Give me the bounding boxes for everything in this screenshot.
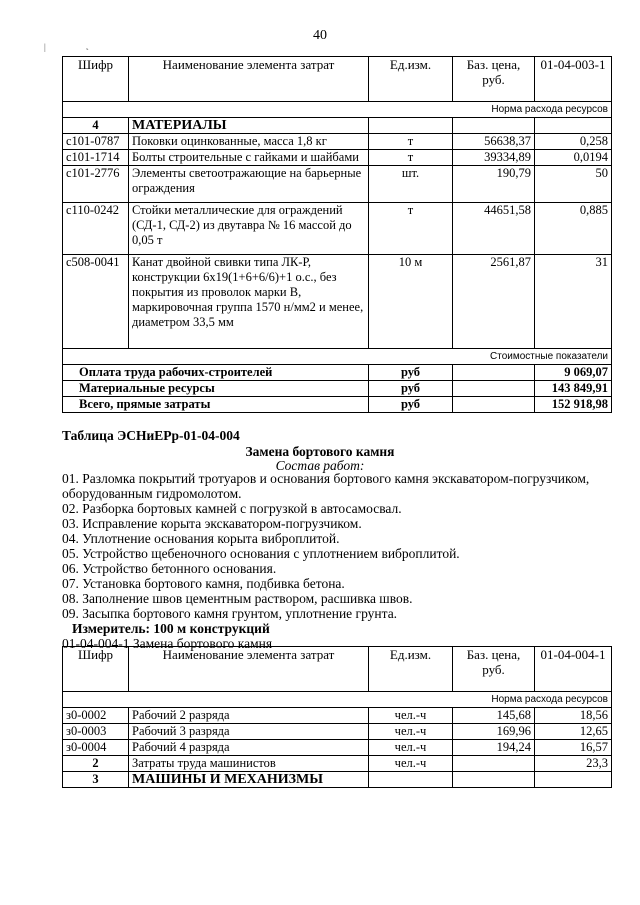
cost-label-row	[63, 349, 612, 365]
header-unit: Ед.изм.	[369, 647, 453, 692]
table-row	[63, 740, 612, 756]
row-code: с508-0041	[63, 255, 129, 349]
header-code: Шифр	[63, 57, 129, 102]
row-name: Стойки металлические для ограждений (СД-1, СД-2) из двутавра № 16 массой до 0,05 т	[129, 203, 369, 255]
table-row	[63, 724, 612, 740]
total-unit: руб	[369, 381, 453, 397]
row-unit: 10 м	[369, 255, 453, 349]
row-name: Канат двойной свивки типа ЛК-Р, конструкции 6х19(1+6+6/6)+1 о.с., без покрытия из проволок марки В, маркировочная группа 1570 н/мм2 и менее, диаметром 33,5 мм	[129, 255, 369, 349]
row-unit: т	[369, 150, 453, 166]
works-item: 02. Разборка бортовых камней с погрузкой в автосамосвал.	[62, 501, 402, 516]
row-unit: чел.-ч	[369, 756, 453, 772]
row-qty: 16,57	[535, 740, 612, 756]
header-code: Шифр	[63, 647, 129, 692]
row-qty: 0,885	[535, 203, 612, 255]
total-value: 152 918,98	[535, 397, 612, 413]
cost-label: Стоимостные показатели	[63, 349, 612, 365]
row-price: 169,96	[453, 724, 535, 740]
row-unit: чел.-ч	[369, 740, 453, 756]
row-code: з0-0004	[63, 740, 129, 756]
table-row	[63, 150, 612, 166]
total-row	[63, 397, 612, 413]
row-code: з0-0003	[63, 724, 129, 740]
row-price: 56638,37	[453, 134, 535, 150]
row-code: 2	[63, 756, 129, 772]
norma-row	[63, 692, 612, 708]
works-item: 08. Заполнение швов цементным раствором, расшивка швов.	[62, 591, 413, 606]
total-value: 143 849,91	[535, 381, 612, 397]
row-qty: 12,65	[535, 724, 612, 740]
works-item: 07. Установка бортового камня, подбивка бетона.	[62, 576, 345, 591]
row-unit: т	[369, 134, 453, 150]
total-name: Всего, прямые затраты	[63, 397, 369, 413]
row-code: с110-0242	[63, 203, 129, 255]
works-list	[62, 471, 622, 651]
section-row	[63, 772, 612, 788]
norma-label: Норма расхода ресурсов	[63, 692, 612, 708]
row-name: Поковки оцинкованные, масса 1,8 кг	[129, 134, 369, 150]
header-name: Наименование элемента затрат	[129, 647, 369, 692]
section-row	[63, 118, 612, 134]
works-item: 04. Уплотнение основания корыта виброплитой.	[62, 531, 340, 546]
table-row	[63, 134, 612, 150]
norma-label: Норма расхода ресурсов	[63, 102, 612, 118]
total-row	[63, 365, 612, 381]
header-ref: 01-04-004-1	[535, 647, 612, 692]
total-value: 9 069,07	[535, 365, 612, 381]
resources-table-1	[62, 56, 612, 413]
section-title: МАТЕРИАЛЫ	[129, 118, 369, 134]
total-name: Материальные ресурсы	[63, 381, 369, 397]
header-ref: 01-04-003-1	[535, 57, 612, 102]
margin-mark: ˛	[86, 40, 89, 50]
row-code: с101-2776	[63, 166, 129, 203]
works-item: 03. Исправление корыта экскаватором-погрузчиком.	[62, 516, 362, 531]
row-price: 2561,87	[453, 255, 535, 349]
resources-table-2	[62, 646, 612, 788]
total-unit: руб	[369, 365, 453, 381]
row-price: 194,24	[453, 740, 535, 756]
section-code: 3	[63, 772, 129, 788]
works-item: 06. Устройство бетонного основания.	[62, 561, 277, 576]
works-item: 09. Засыпка бортового камня грунтом, уплотнение грунта.	[62, 606, 398, 621]
section-code: 4	[63, 118, 129, 134]
row-price: 145,68	[453, 708, 535, 724]
table-title: Таблица ЭСНиЕРр-01-04-004	[62, 428, 240, 443]
table-header-row	[63, 57, 612, 102]
header-price: Баз. цена, руб.	[453, 647, 535, 692]
section-title: МАШИНЫ И МЕХАНИЗМЫ	[129, 772, 369, 788]
works-item: 05. Устройство щебеночного основания с уплотнением виброплитой.	[62, 546, 460, 561]
row-qty: 23,3	[535, 756, 612, 772]
row-qty: 0,258	[535, 134, 612, 150]
row-price: 44651,58	[453, 203, 535, 255]
works-item: 01. Разломка покрытий тротуаров и основания бортового камня экскаватором-погрузчиком, оборудованным гидромолотом.	[62, 471, 590, 501]
row-name: Затраты труда машинистов	[129, 756, 369, 772]
row-name: Рабочий 3 разряда	[129, 724, 369, 740]
row-code: с101-1714	[63, 150, 129, 166]
machinist-row	[63, 756, 612, 772]
row-qty: 50	[535, 166, 612, 203]
row-price: 190,79	[453, 166, 535, 203]
header-price: Баз. цена, руб.	[453, 57, 535, 102]
row-unit: шт.	[369, 166, 453, 203]
header-unit: Ед.изм.	[369, 57, 453, 102]
row-name: Рабочий 4 разряда	[129, 740, 369, 756]
section-heading: Замена бортового камня	[245, 444, 395, 459]
table-row	[63, 255, 612, 349]
table-header-row	[63, 647, 612, 692]
total-name: Оплата труда рабочих-строителей	[63, 365, 369, 381]
row-qty: 0,0194	[535, 150, 612, 166]
row-code: с101-0787	[63, 134, 129, 150]
row-unit: т	[369, 203, 453, 255]
row-qty: 31	[535, 255, 612, 349]
row-name: Элементы светоотражающие на барьерные ограждения	[129, 166, 369, 203]
row-name: Рабочий 2 разряда	[129, 708, 369, 724]
row-unit: чел.-ч	[369, 708, 453, 724]
margin-mark: |	[44, 42, 46, 52]
page-number: 40	[313, 28, 327, 43]
table-row	[63, 708, 612, 724]
total-unit: руб	[369, 397, 453, 413]
row-qty: 18,56	[535, 708, 612, 724]
table-row	[63, 166, 612, 203]
table-row	[63, 203, 612, 255]
row-unit: чел.-ч	[369, 724, 453, 740]
row-code: з0-0002	[63, 708, 129, 724]
header-name: Наименование элемента затрат	[129, 57, 369, 102]
subtitle: 01-04-004-1 Замена бортового камня	[62, 636, 273, 651]
norma-row	[63, 102, 612, 118]
row-name: Болты строительные с гайками и шайбами	[129, 150, 369, 166]
meter: Измеритель: 100 м конструкций	[72, 621, 270, 636]
works-heading: Состав работ:	[275, 458, 365, 473]
total-row	[63, 381, 612, 397]
row-price: 39334,89	[453, 150, 535, 166]
